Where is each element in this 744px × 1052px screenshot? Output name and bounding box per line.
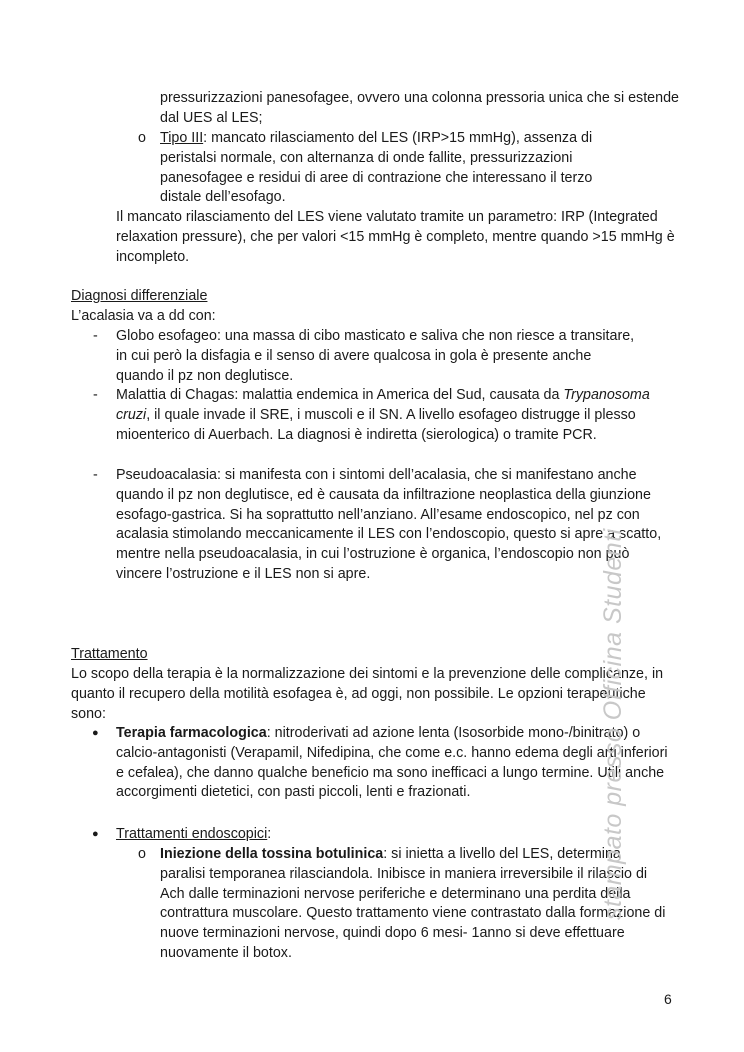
tipo3-label: Tipo III <box>160 130 204 146</box>
tipo2-continuation: pressurizzazioni panesofagee, ovvero una colonna pressoria unica che si estende dal UES al LES; <box>160 90 679 126</box>
pseudoacalasia-item: Pseudoacalasia: si manifesta con i sintomi dell’acalasia, che si manifestano anche quando il pz non deglutisce, ed è causata da infiltrazione neoplastica della giunzione esofago-gastrica. Si ha soprattutto nell’anziano. All’esame endoscopico, nel pz con acalasia stimolando meccanicamente il LES con l’endoscopio, questo si apre a scatto, mentre nella pseudoacalasia, in cui l’ostruzione è organica, l’endoscopio non può vincere l’ostruzione e il LES non si apre. <box>116 467 662 582</box>
diagnosi-heading: Diagnosi differenziale <box>71 288 208 304</box>
round-bullet-icon: ● <box>92 828 99 840</box>
tipo3-item <box>160 129 635 208</box>
circle-bullet-icon: o <box>138 846 146 862</box>
botox-label: Iniezione della tossina botulinica <box>160 846 384 862</box>
trattamenti-endoscopici-item <box>116 825 271 845</box>
round-bullet-icon: ● <box>92 727 99 739</box>
irp-paragraph: Il mancato rilasciamento del LES viene valutato tramite un parametro: IRP (Integrated relaxation pressure), che per valori <15 mmHg è completo, mentre quando >15 mmHg è incompleto. <box>116 209 675 265</box>
trattamenti-endoscopici-colon: : <box>267 826 272 842</box>
globo-item: Globo esofageo: una massa di cibo masticato e saliva che non riesce a transitare, in cui però la disfagia e il senso di avere qualcosa in gola è presente anche quando il pz non deglutisce. <box>116 328 635 384</box>
trattamento-intro: Lo scopo della terapia è la normalizzazione dei sintomi e la prevenzione delle complicanze, in quanto il recupero della motilità esofagea è, ad oggi, non possibile. Le opzioni terapeutiche sono: <box>71 666 664 722</box>
chagas-item <box>116 386 676 445</box>
trattamento-heading: Trattamento <box>71 646 148 662</box>
botox-text: : si inietta a livello del LES, determina paralisi temporanea rilasciandola. Inibisce in maniera irreversibile il rilascio di Ach dalle terminazioni nervose periferiche e determinano una perdita della contrattura muscolare. Questo trattamento viene contrastato dalla formazione di nuove terminazioni nervose, quindi dopo 6 mesi- 1anno si deve effettuare nuovamente il botox. <box>160 846 666 961</box>
page-number: 6 <box>664 991 672 1007</box>
trattamenti-endoscopici-label: Trattamenti endoscopici <box>116 826 268 842</box>
trypanosoma-name: Trypanosoma cruzi <box>116 387 650 423</box>
dash-bullet-icon: - <box>93 387 98 403</box>
chagas-text-a: Malattia di Chagas: malattia endemica in America del Sud, causata da <box>116 387 564 403</box>
dash-bullet-icon: - <box>93 467 98 483</box>
diagnosi-intro: L’acalasia va a dd con: <box>71 308 216 324</box>
botox-item <box>160 845 668 964</box>
terapia-farmacologica-item <box>116 724 676 803</box>
terapia-farmacologica-text: : nitroderivati ad azione lenta (Isosorbide mono-/binitrato) o calcio-antagonisti (Verapamil, Nifedipina, che come e.c. hanno edema degli arti inferiori e cefalea), che danno qualche beneficio ma sono inefficaci a lungo termine. Utili anche accorgimenti dietetici, con pasti piccoli, lenti e frazionati. <box>116 725 668 801</box>
dash-bullet-icon: - <box>93 328 98 344</box>
terapia-farmacologica-label: Terapia farmacologica <box>116 725 267 741</box>
watermark-text: stampato presso Officina Studenti <box>599 528 627 920</box>
tipo3-text: : mancato rilasciamento del LES (IRP>15 mmHg), assenza di peristalsi normale, con alternanza di onde fallite, pressurizzazioni panesofagee e residui di aree di contrazione che interessano il terzo distale dell’esofago. <box>160 130 593 206</box>
circle-bullet-icon: o <box>138 130 146 146</box>
chagas-text-b: , il quale invade il SRE, i muscoli e il SN. A livello esofageo distrugge il plesso mioenterico di Auerbach. La diagnosi è indiretta (sierologica) o tramite PCR. <box>116 406 636 443</box>
